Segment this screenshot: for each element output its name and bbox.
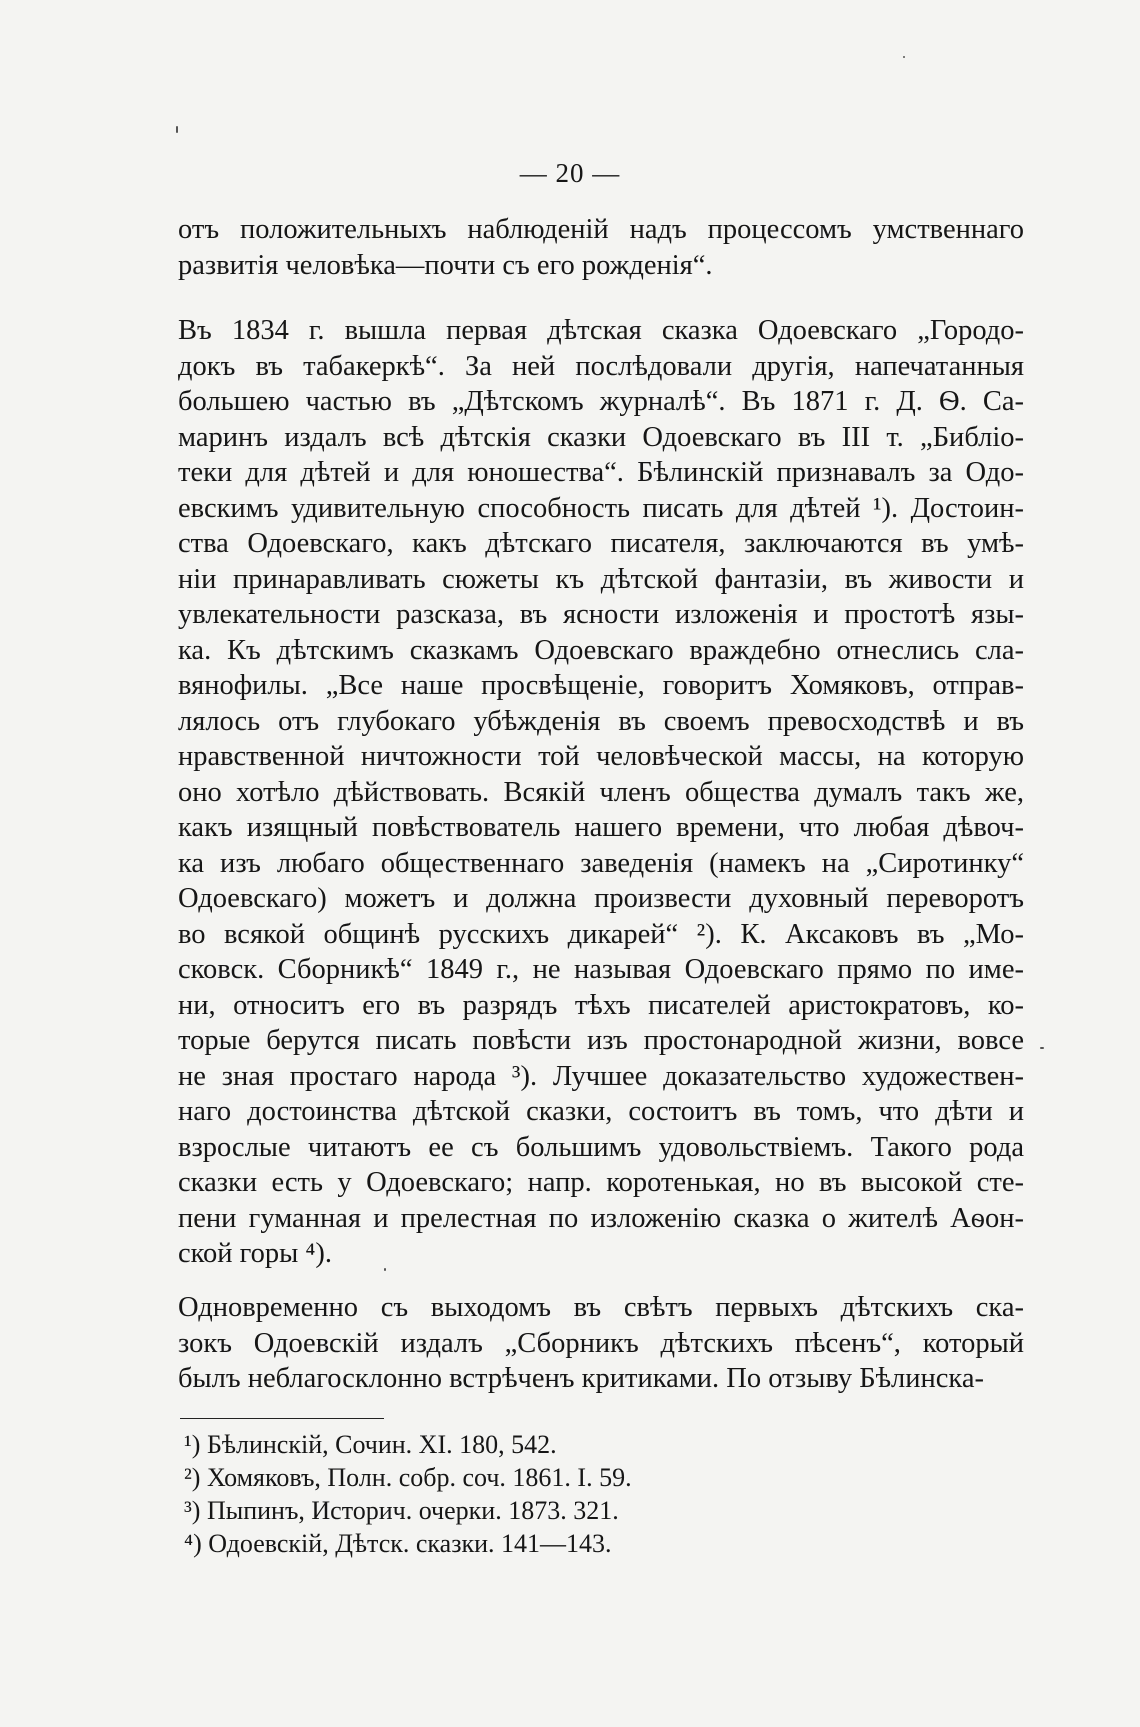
text-line: ской горы ⁴). — [178, 1238, 332, 1269]
footnote-divider — [180, 1418, 384, 1419]
footnote-text: Пыпинъ, Историч. очерки. 1873. 321. — [206, 1496, 619, 1525]
text-line: отъ положительныхъ наблюденій надъ процессомъ умственнаго — [178, 214, 1024, 245]
text-line: Одоевскаго) можетъ и должна произвести духовный переворотъ — [178, 883, 1024, 914]
paragraph — [178, 1290, 1024, 1397]
paragraph — [178, 212, 1024, 283]
text-line: былъ неблагосклонно встрѣченъ критиками. По отзыву Бѣлинска- — [178, 1363, 984, 1394]
text-line: ства Одоевскаго, какъ дѣтскаго писателя, заключаются въ умѣ- — [178, 528, 1024, 559]
footnotes — [184, 1428, 632, 1560]
footnote-text: Хомяковъ, Полн. собр. соч. 1861. I. 59. — [206, 1463, 632, 1492]
text-line: взрослые читаютъ ее съ большимъ удовольствіемъ. Такого рода — [178, 1131, 1024, 1163]
page-number: — 20 — — [519, 158, 621, 188]
scan-speck — [176, 126, 178, 133]
text-line: сказки есть у Одоевскаго; напр. коротенькая, но въ высокой сте- — [178, 1167, 1024, 1198]
scan-speck — [1040, 1047, 1044, 1049]
footnote — [184, 1494, 632, 1527]
text-line: большею частью въ „Дѣтскомъ журналѣ“. Въ 1871 г. Д. Ѳ. Са- — [178, 386, 1024, 417]
text-line: какъ изящный повѣствователь нашего времени, что любая дѣвоч- — [178, 812, 1024, 843]
text-line: евскимъ удивительную способность писать для дѣтей ¹). Достоин- — [178, 492, 1024, 524]
footnote-mark: ²) — [184, 1463, 201, 1492]
paragraph — [178, 313, 1024, 1272]
text-line: ніи принаравливать сюжеты къ дѣтской фантазіи, въ живости и — [178, 563, 1024, 595]
text-line: оно хотѣло дѣйствовать. Всякій членъ общества думалъ такъ же, — [178, 776, 1024, 808]
text-line: наго достоинства дѣтской сказки, состоитъ въ томъ, что дѣти и — [178, 1096, 1024, 1127]
scan-speck — [903, 56, 905, 58]
text-line: ка изъ любаго общественнаго заведенія (намекъ на „Сиротинку“ — [178, 847, 1024, 879]
text-line: пени гуманная и прелестная по изложенію сказка о жителѣ Аѳон- — [178, 1202, 1024, 1234]
text-line: лялось отъ глубокаго убѣжденія въ своемъ превосходствѣ и въ — [178, 705, 1024, 737]
text-line: не зная простаго народа ³). Лучшее доказательство художествен- — [178, 1060, 1024, 1092]
footnote-mark: ¹) — [184, 1430, 201, 1459]
text-line: вянофилы. „Все наше просвѣщеніе, говоритъ Хомяковъ, отправ- — [178, 670, 1024, 701]
footnote-text: Бѣлинскій, Сочин. XI. 180, 542. — [206, 1430, 557, 1459]
text-line: теки для дѣтей и для юношества“. Бѣлинскій признавалъ за Одо- — [178, 457, 1024, 488]
footnote-mark: ⁴) — [184, 1529, 202, 1558]
text-line: маринъ издалъ всѣ дѣтскія сказки Одоевскаго въ III т. „Библіо- — [178, 421, 1024, 453]
text-line: ни, относитъ его въ разрядъ тѣхъ писателей аристократовъ, ко- — [178, 989, 1024, 1021]
footnote — [184, 1527, 632, 1560]
text-line: ка. Къ дѣтскимъ сказкамъ Одоевскаго враждебно отнеслись сла- — [178, 634, 1024, 666]
text-line: докъ въ табакеркѣ“. За ней послѣдовали другія, напечатанныя — [178, 350, 1024, 382]
text-line: зокъ Одоевскій издалъ „Сборникъ дѣтскихъ пѣсенъ“, который — [178, 1327, 1024, 1359]
text-line: развитія человѣка—почти съ его рожденія“. — [178, 249, 713, 281]
text-line: нравственной ничтожности той человѣческой массы, на которую — [178, 741, 1024, 772]
text-line: увлекательности разсказа, въ ясности изложенія и простотѣ язы- — [178, 599, 1024, 630]
text-line: во всякой общинѣ русскихъ дикарей“ ²). К. Аксаковъ въ „Мо- — [178, 918, 1024, 950]
text-line: сковск. Сборникѣ“ 1849 г., не называя Одоевскаго прямо по име- — [178, 954, 1024, 985]
text-line: Одновременно съ выходомъ въ свѣтъ первыхъ дѣтскихъ ска- — [178, 1292, 1024, 1323]
text-line: торые берутся писать повѣсти изъ простонародной жизни, вовсе — [178, 1025, 1024, 1056]
footnote-mark: ³) — [184, 1496, 201, 1525]
footnote-text: Одоевскій, Дѣтск. сказки. 141—143. — [208, 1529, 612, 1558]
footnote — [184, 1461, 632, 1494]
text-line: Въ 1834 г. вышла первая дѣтская сказка Одоевскаго „Городо- — [178, 315, 1024, 346]
footnote — [184, 1428, 632, 1461]
